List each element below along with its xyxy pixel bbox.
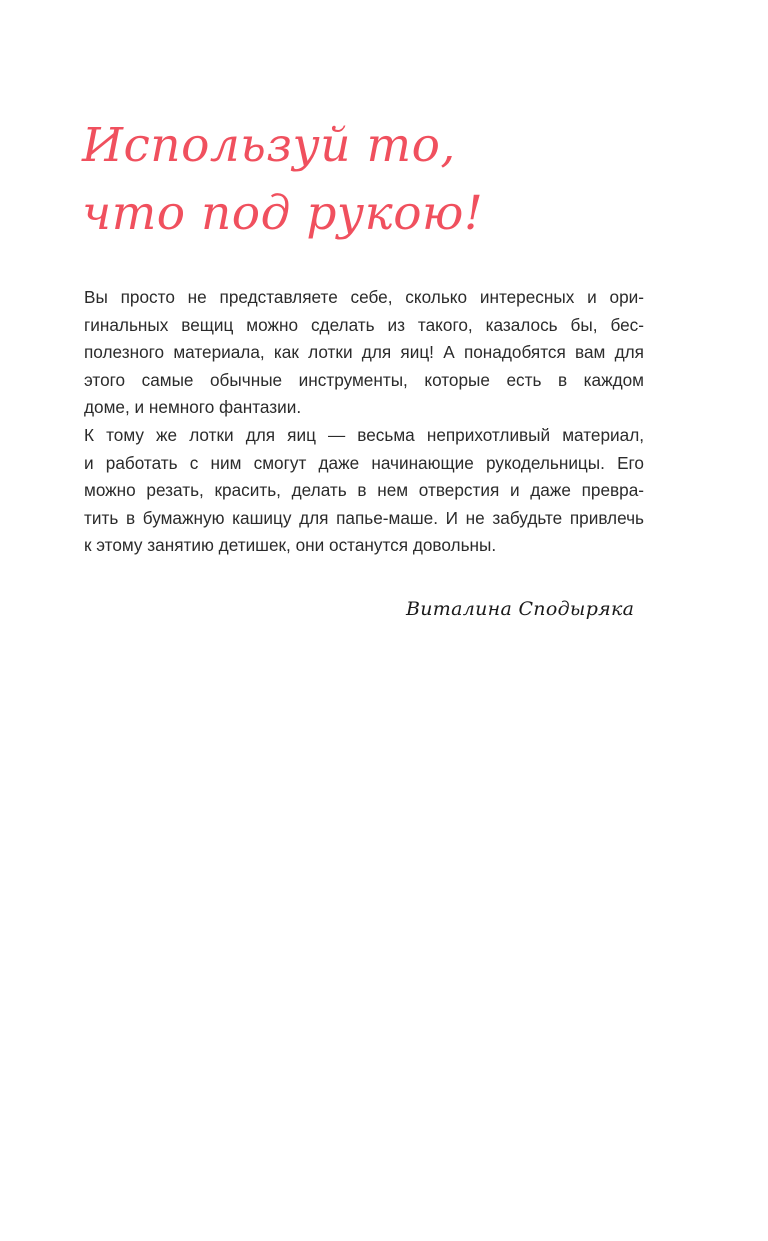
- text-line: и работать с ним смогут даже начинающие рукодельницы. Его: [84, 452, 644, 473]
- title-line-2: что под рукою!: [82, 186, 484, 241]
- text-line: этого самые обычные инструменты, которые есть в каждом: [84, 369, 644, 390]
- text-line: доме, и немного фантазии.: [84, 397, 302, 418]
- text-line: полезного материала, как лотки для яиц! А понадобятся вам для: [84, 342, 644, 363]
- text-line: тить в бумажную кашицу для папье-маше. И не забудьте привлечь: [84, 507, 644, 528]
- text-line: Вы просто не представляете себе, сколько интересных и ори-: [84, 287, 644, 307]
- page-title: [82, 112, 483, 248]
- text-line: можно резать, красить, делать в нем отверстия и даже превра-: [84, 480, 644, 501]
- title-line-1: Используй то,: [82, 118, 456, 173]
- author-signature: Виталина Сподыряка: [406, 598, 635, 620]
- text-line: гинальных вещиц можно сделать из такого, казалось бы, бес-: [84, 314, 644, 335]
- text-line: к этому занятию детишек, они останутся довольны.: [84, 535, 497, 556]
- text-line: К тому же лотки для яиц — весьма неприхотливый материал,: [84, 424, 644, 445]
- intro-text: [84, 284, 644, 560]
